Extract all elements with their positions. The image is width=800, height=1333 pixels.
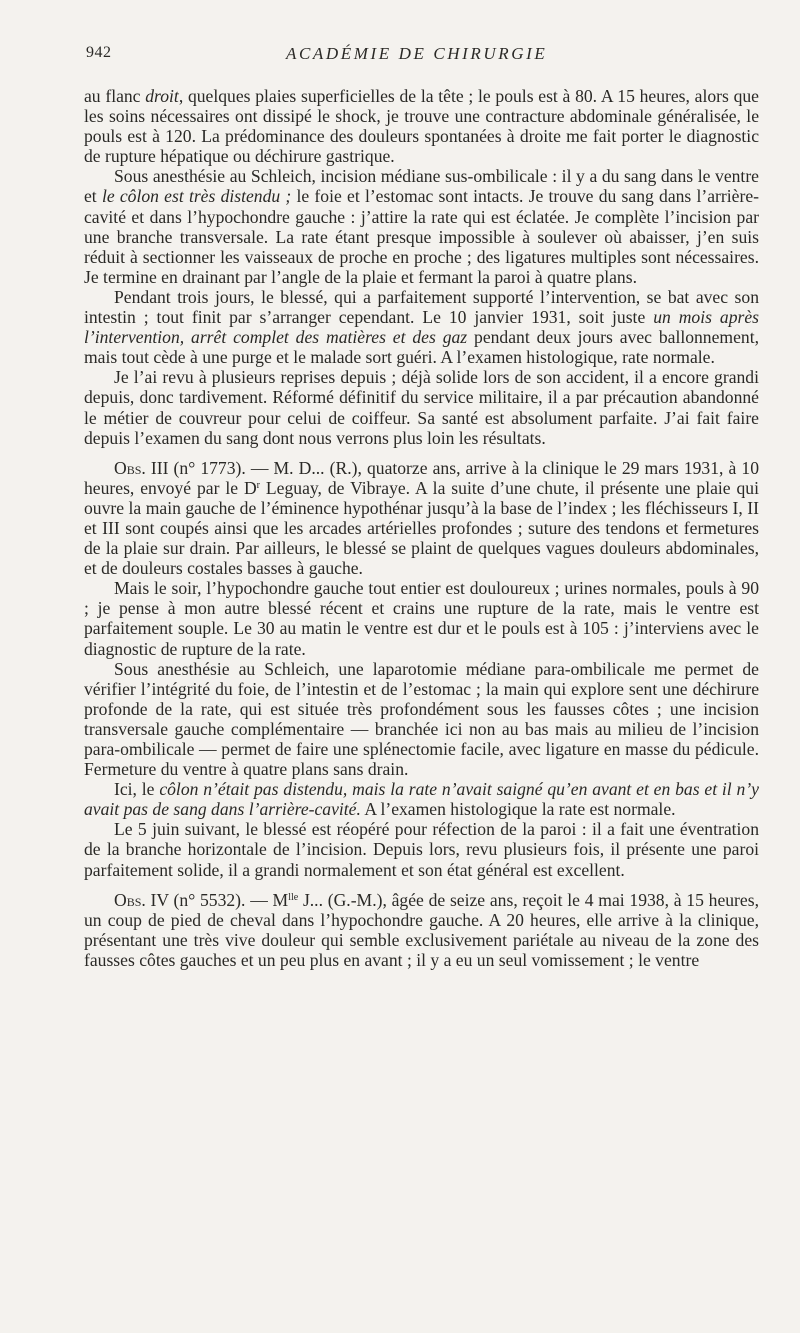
text-run: Sous anesthésie au Schleich, une laparotomie médiane para-ombilicale me permet de vérifier l’intégrité du foie, de l’intestin et de l’estomac ; la main qui explore sent une déchirure profonde de la rate, qui est située très profondément sous les fausses côtes ; une incision transversale gauche complémentaire — branchée ici non au bas mais au milieu de l’incision para-ombilicale — permet de faire une splénectomie facile, avec ligature en masse du pédicule. Fermeture du ventre à quatre plans sans drain. [84,658,759,780]
small-caps-text: Obs. [114,889,146,910]
paragraph [84,166,759,287]
paragraph [84,367,759,447]
paragraph [84,578,759,658]
paragraph [84,458,759,579]
paragraph [84,86,759,166]
text-run: le foie et l’estomac sont intacts. Je trouve du sang dans l’arrière-cavité et dans l’hypochondre gauche : j’attire la rate qui est éclatée. Je complète l’incision par une branche transversale. La rate étant presque impossible à soulever où abaisser, j’en suis réduit à sectionner les vaisseaux de proche en proche ; des ligatures multiples sont nécessaires. Je termine en drainant par l’angle de la plaie et fermant la paroi à quatre plans. [84,186,759,287]
paragraph [84,890,759,970]
paragraph [84,287,759,367]
text-run: Le 5 juin suivant, le blessé est réopéré pour réfection de la paroi : il a fait une éventration de la branche horizontale de l’incision. Depuis lors, revu plusieurs fois, il présente une paroi parfaitement solide, il a grandi normalement et son état général est excellent. [84,819,759,880]
italic-text: le côlon est très distendu ; [101,186,292,207]
text-run: Mais le soir, l’hypochondre gauche tout entier est douloureux ; urines normales, pouls à 90 ; je pense à mon autre blessé récent et crains une rupture de la rate, mais le ventre est parfaitement souple. Le 30 au matin le ventre est dur et le pouls est à 105 : j’interviens avec le diagnostic de rupture de la rate. [84,578,759,659]
text-run: Pendant trois jours, le blessé, qui a parfaitement supporté l’intervention, se bat avec son intestin ; tout finit par s’arranger cependant. Le 10 janvier 1931, soit juste [84,286,759,328]
italic-text: un mois après l’intervention, arrêt complet des matières et des gaz [84,307,759,348]
text-run: au flanc [84,86,146,106]
text-run: Je l’ai revu à plusieurs reprises depuis ; déjà solide lors de son accident, il a encore grandi depuis, donc tardivement. Réformé définitif du service militaire, il a par précaution abandonné le métier de couvreur pour celui de coiffeur. Sa santé est absolument parfaite. J’ai fait faire depuis l’examen du sang dont nous verrons plus loin les résultats. [84,367,759,448]
page-header [86,44,760,70]
superscript: r [256,479,261,491]
paragraph [84,819,759,879]
italic-text: côlon n’était pas distendu, mais la rate n’avait saigné qu’en avant et en bas et il n’y avait pas de sang dans l’arrière-cavité. [84,779,759,820]
text-run: IV (n° 5532). — M [145,889,289,910]
text-run: III (n° 1773). — M. D... (R.), quatorze ans, arrive à la clinique le 29 mars 1931, à 10 heures, envoyé par le D [84,457,759,498]
superscript: lle [288,891,299,903]
small-caps-text: Obs. [114,457,146,478]
italic-text: droit [145,86,179,106]
paragraph [84,659,759,780]
text-run: , quelques plaies superficielles de la tête ; le pouls est à 80. A 15 heures, alors que les soins nécessaires ont dissipé le shock, je trouve une contracture abdominale généralisée, le pouls est à 120. La prédominance des douleurs spontanées à droite me fait porter le diagnostic de rupture hépatique ou déchirure gastrique. [84,86,759,167]
page-number: 942 [86,44,112,61]
text-run: Ici, le [114,779,160,800]
text-run: pendant deux jours avec ballonnement, mais tout cède à une purge et le malade sort guéri. A l’examen histologique, rate normale. [84,327,759,368]
running-title: ACADÉMIE DE CHIRURGIE [286,44,548,63]
text-run: Sous anesthésie au Schleich, incision médiane sus-ombilicale : il y a du sang dans le ventre et [84,166,759,207]
text-run: J... (G.-M.), âgée de seize ans, reçoit le 4 mai 1938, à 15 heures, un coup de pied de cheval dans l’hypochondre gauche. A 20 heures, elle arrive à la clinique, présentant une très vive douleur qui semble exclusivement pariétale au niveau de la zone des fausses côtes gauches et un peu plus en avant ; il y a eu un seul vomissement ; le ventre [84,889,759,970]
body-text [84,86,759,970]
text-run: A l’examen histologique la rate est normale. [360,799,676,820]
paragraph [84,779,759,819]
text-run: Leguay, de Vibraye. A la suite d’une chute, il présente une plaie qui ouvre la main gauche de l’éminence hypothénar jusqu’à la base de l’index ; les fléchisseurs I, II et III sont coupés ainsi que les arcades artérielles profondes ; suture des tendons et fermetures de la plaie sur drain. Par ailleurs, le blessé se plaint de quelques vagues douleurs abdominales, et de douleurs costales basses à gauche. [84,477,759,579]
